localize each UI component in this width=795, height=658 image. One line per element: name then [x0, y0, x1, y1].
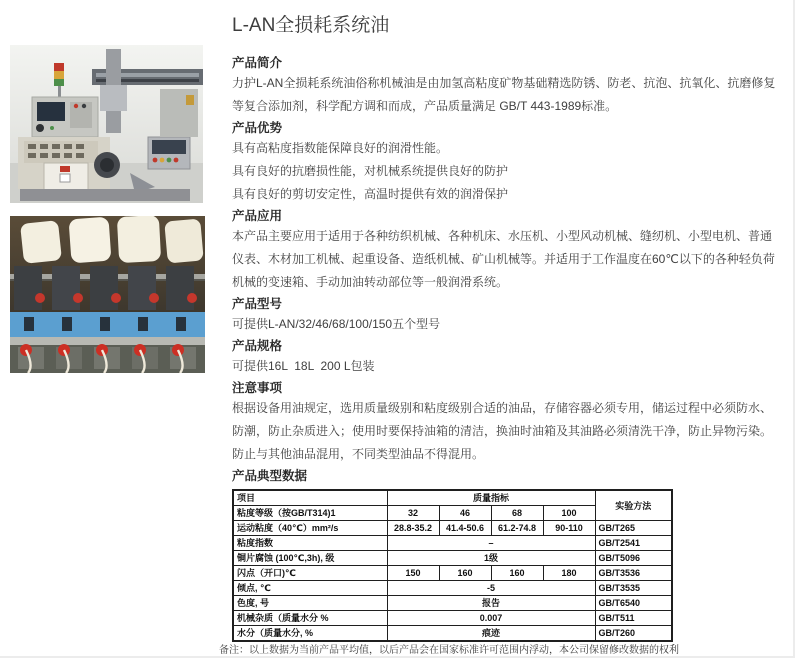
section-models-heading: 产品型号	[232, 297, 283, 311]
cell-value: 痕迹	[387, 626, 595, 642]
row-label: 运动粘度（40℃）mm²/s	[233, 521, 387, 536]
cell-value: 68	[491, 506, 543, 521]
cell-method: GB/T265	[595, 521, 672, 536]
section-applications-heading: 产品应用	[232, 209, 283, 223]
cell-value: 46	[439, 506, 491, 521]
col-item: 项目	[233, 490, 387, 506]
page-title: L-AN全损耗系统油	[232, 15, 390, 36]
section-models	[232, 297, 780, 336]
section-notes-body: 根据设备用油规定，选用质量级别和粘度级别合适的油品，存储容器必须专用，储运过程中必须防水、防潮，防止杂质进入；使用时要保持油箱的清洁，换油时油箱及其油路必须清洗干净，防止异物污染。防止与其他油品混用，不同类型油品不得混用。	[232, 401, 773, 461]
section-specs	[232, 339, 780, 378]
table-row	[233, 536, 672, 551]
advantage-line: 具有高粘度指数能保障良好的润滑性能。	[232, 141, 449, 155]
section-typical-data	[232, 469, 780, 642]
col-test-method: 实验方法	[595, 490, 672, 521]
table-row	[233, 566, 672, 581]
cell-method: GB/T3536	[595, 566, 672, 581]
row-label: 色度, 号	[233, 596, 387, 611]
section-specs-heading: 产品规格	[232, 339, 283, 353]
row-label: 铜片腐蚀 (100℃,3h), 级	[233, 551, 387, 566]
cell-value: 32	[387, 506, 439, 521]
table-row	[233, 596, 672, 611]
cell-value: 90-110	[543, 521, 595, 536]
section-notes-heading: 注意事项	[232, 381, 283, 395]
cell-method: GB/T6540	[595, 596, 672, 611]
cell-method: GB/T260	[595, 626, 672, 642]
cell-value: 0.007	[387, 611, 595, 626]
col-quality-index: 质量指标	[387, 490, 595, 506]
row-label: 粘度指数	[233, 536, 387, 551]
section-intro-heading: 产品简介	[232, 56, 283, 70]
cell-value: 61.2-74.8	[491, 521, 543, 536]
row-label: 机械杂质（质量水分 %	[233, 611, 387, 626]
section-intro	[232, 56, 780, 118]
cell-value: 100	[543, 506, 595, 521]
row-label: 闪点（开口)℃	[233, 566, 387, 581]
section-models-body: 可提供L-AN/32/46/68/100/150五个型号	[232, 317, 441, 331]
product-photos	[10, 45, 210, 386]
cell-value: 150	[387, 566, 439, 581]
row-label: 水分（质量水分, %	[233, 626, 387, 642]
table-row	[233, 581, 672, 596]
cell-value: 160	[439, 566, 491, 581]
cell-method: GB/T3535	[595, 581, 672, 596]
section-notes	[232, 381, 780, 466]
cell-value: -5	[387, 581, 595, 596]
section-intro-body: 力护L-AN全损耗系统油俗称机械油是由加氢高粘度矿物基础精选防锈、防老、抗泡、抗氧化、抗磨修复等复合添加剂，科学配方调和而成，产品质量满足 GB/T 443-1989标准。	[232, 76, 776, 113]
footnote: 备注：以上数据为当前产品平均值，以后产品会在国家标准许可范围内浮动，本公司保留修改数据的权利	[219, 645, 679, 656]
cnc-machine-photo	[10, 45, 210, 203]
section-advantages	[232, 121, 780, 206]
section-specs-body: 可提供16L 18L 200 L包装	[232, 359, 375, 373]
row-label: 倾点, ℃	[233, 581, 387, 596]
section-applications	[232, 209, 780, 294]
advantage-line: 具有良好的抗磨损性能，对机械系统提供良好的防护	[232, 164, 509, 178]
section-typical-data-heading: 产品典型数据	[232, 469, 308, 483]
table-row	[233, 521, 672, 536]
cell-value: 报告	[387, 596, 595, 611]
cell-value: –	[387, 536, 595, 551]
cell-value: 28.8-35.2	[387, 521, 439, 536]
section-advantages-heading: 产品优势	[232, 121, 283, 135]
cell-value: 41.4-50.6	[439, 521, 491, 536]
table-header-row	[233, 490, 672, 506]
typical-data-table	[232, 489, 673, 642]
cell-method: GB/T511	[595, 611, 672, 626]
section-applications-body: 本产品主要应用于适用于各种纺织机械、各种机床、水压机、小型风动机械、缝纫机、小型电机、普通仪表、木材加工机械、起重设备、造纸机械、矿山机械等。并适用于工作温度在60℃以下的各种轻负荷机械的变速箱、手动加油转动部位等一般润滑系统。	[232, 229, 775, 289]
textile-machine-photo	[10, 216, 210, 373]
cell-value: 160	[491, 566, 543, 581]
cell-value: 180	[543, 566, 595, 581]
cell-value: 1级	[387, 551, 595, 566]
row-label: 粘度等级（按GB/T314)1	[233, 506, 387, 521]
cell-method: GB/T2541	[595, 536, 672, 551]
product-content	[232, 12, 780, 642]
table-row	[233, 611, 672, 626]
table-row	[233, 626, 672, 642]
advantage-line: 具有良好的剪切安定性，高温时提供有效的润滑保护	[232, 187, 509, 201]
cell-method: GB/T5096	[595, 551, 672, 566]
table-row	[233, 551, 672, 566]
